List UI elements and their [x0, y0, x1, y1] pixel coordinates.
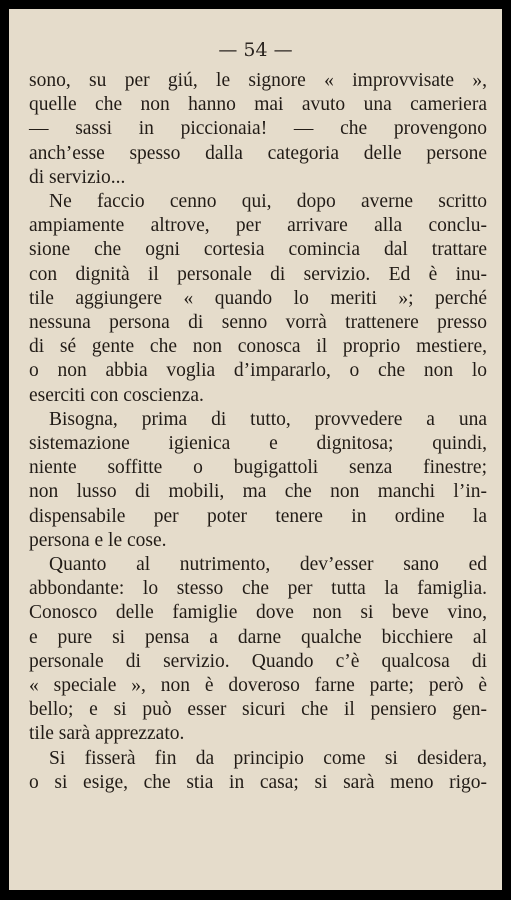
- text-line: o si esige, che stia in casa; si sarà meno rigo-: [29, 771, 487, 793]
- text-line: Bisogna, prima di tutto, provvedere a una: [49, 408, 487, 430]
- text-line: tile aggiungere « quando lo meriti »; perché: [29, 287, 487, 309]
- text-line: non lusso di mobili, ma che non manchi l’in-: [29, 481, 487, 503]
- text-line: Conosco delle famiglie dove non si beve vino,: [29, 602, 487, 624]
- text-line: quelle che non hanno mai avuto una cameriera: [29, 94, 487, 116]
- paragraph: [29, 553, 487, 747]
- book-page: [9, 9, 502, 890]
- text-line: « speciale », non è doveroso farne parte; però è: [29, 675, 487, 697]
- text-line: abbondante: lo stesso che per tutta la famiglia.: [29, 578, 487, 600]
- paragraph: [29, 747, 487, 795]
- text-line: ampiamente altrove, per arrivare alla conclu-: [29, 215, 487, 237]
- text-line: di servizio...: [29, 166, 126, 188]
- text-line: personale di servizio. Quando c’è qualcosa di: [29, 650, 487, 672]
- text-line: sono, su per giú, le signore « improvvisate »,: [29, 70, 487, 91]
- paragraph: [29, 408, 487, 553]
- text-line: con dignità il personale di servizio. Ed è inu-: [29, 263, 487, 285]
- text-line: dispensabile per poter tenere in ordine la: [29, 505, 487, 527]
- text-line: di sé gente che non conosca il proprio mestiere,: [29, 336, 487, 358]
- body-text: [29, 69, 487, 795]
- text-line: niente soffitte o bugigattoli senza finestre;: [29, 457, 487, 479]
- text-line: o non abbia voglia d’impararlo, o che non lo: [29, 360, 487, 382]
- text-line: sistemazione igienica e dignitosa; quindi,: [29, 433, 487, 455]
- text-line: Quanto al nutrimento, dev’esser sano ed: [49, 554, 487, 576]
- text-line: Ne faccio cenno qui, dopo averne scritto: [49, 191, 487, 213]
- page-number: — 54 —: [218, 39, 293, 61]
- text-line: tile sarà apprezzato.: [29, 723, 185, 745]
- text-line: bello; e si può esser sicuri che il pensiero gen-: [29, 699, 487, 721]
- text-line: sione che ogni cortesia comincia dal trattare: [29, 239, 487, 261]
- text-line: anch’esse spesso dalla categoria delle persone: [29, 142, 487, 164]
- text-line: persona e le cose.: [29, 529, 167, 551]
- text-line: Si fisserà fin da principio come si desidera,: [49, 747, 487, 769]
- text-line: — sassi in piccionaia! — che provengono: [29, 118, 487, 140]
- text-line: eserciti con coscienza.: [29, 384, 204, 406]
- text-line: e pure si pensa a darne qualche bicchiere al: [29, 626, 487, 648]
- text-line: nessuna persona di senno vorrà trattenere presso: [29, 312, 487, 334]
- paragraph: [29, 190, 487, 408]
- paragraph: [29, 69, 487, 190]
